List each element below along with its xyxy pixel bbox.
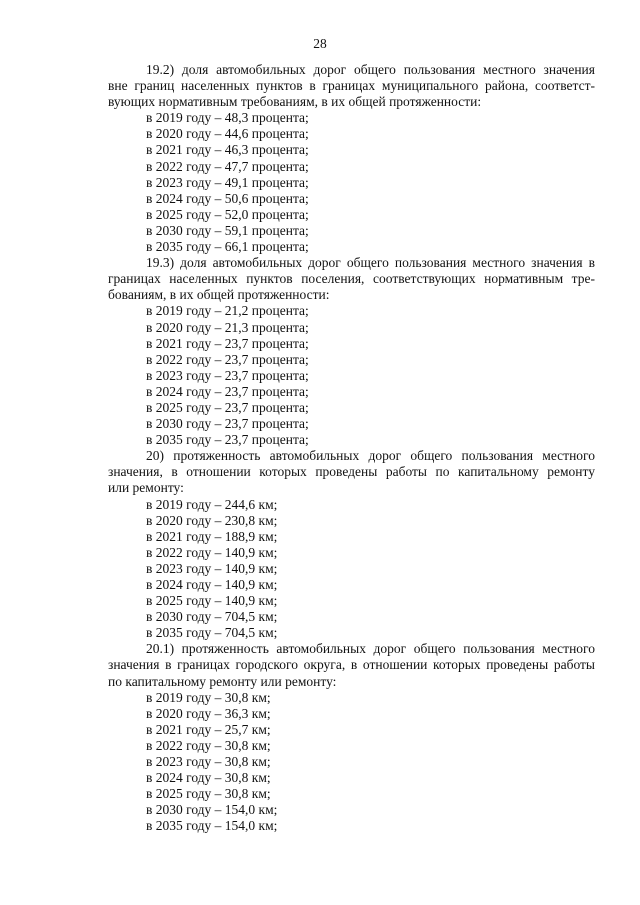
list-item: в 2024 году – 50,6 процента; — [146, 190, 309, 206]
section-3 — [108, 448, 595, 641]
list-item: в 2020 году – 230,8 км; — [146, 512, 278, 528]
section-4 — [108, 641, 595, 834]
list-item: в 2035 году – 23,7 процента; — [146, 432, 309, 448]
list-item: в 2030 году – 23,7 процента; — [146, 416, 309, 432]
list-item: в 2025 году – 52,0 процента; — [146, 206, 309, 222]
list-item: в 2024 году – 23,7 процента; — [146, 383, 309, 399]
paragraph-line: 19.2) доля автомобильных дорог общего пользования местного значения — [146, 62, 595, 77]
section-paragraph — [108, 448, 595, 496]
list-item: в 2023 году – 140,9 км; — [146, 560, 278, 576]
list-item: в 2020 году – 44,6 процента; — [146, 126, 309, 142]
list-item: в 2035 году – 154,0 км; — [146, 818, 278, 834]
paragraph-line: границах населенных пунктов поселения, соответствующих нормативным тре- — [108, 271, 595, 287]
list-item: в 2022 году – 23,7 процента; — [146, 351, 309, 367]
list-item: в 2022 году – 47,7 процента; — [146, 158, 309, 174]
section-paragraph — [108, 255, 595, 303]
list-item: в 2021 году – 46,3 процента; — [146, 142, 309, 158]
list-item: в 2035 году – 66,1 процента; — [146, 239, 309, 255]
list-item: в 2025 году – 23,7 процента; — [146, 399, 309, 415]
list-item: в 2021 году – 25,7 км; — [146, 721, 271, 737]
paragraph-line: или ремонту: — [108, 480, 184, 496]
list-item: в 2024 году – 140,9 км; — [146, 577, 278, 592]
list-item: в 2019 году – 21,2 процента; — [146, 303, 309, 319]
list-item: в 2025 году – 140,9 км; — [146, 593, 278, 609]
paragraph-line: вне границ населенных пунктов в границах муниципального района, соответст- — [108, 78, 595, 94]
list-item: в 2022 году – 140,9 км; — [146, 544, 278, 560]
page-number: 28 — [313, 36, 327, 51]
document-body — [108, 62, 595, 835]
list-item: в 2024 году – 30,8 км; — [146, 770, 271, 786]
list-item: в 2023 году – 30,8 км; — [146, 754, 271, 770]
list-item: в 2020 году – 21,3 процента; — [146, 319, 309, 335]
list-item: в 2025 году – 30,8 км; — [146, 786, 271, 802]
list-item: в 2030 году – 59,1 процента; — [146, 222, 309, 238]
section-2 — [108, 255, 595, 448]
section-paragraph — [108, 641, 595, 689]
paragraph-line: значения в границах городского округа, в отношении которых проведены работы — [108, 657, 595, 673]
list-item: в 2023 году – 23,7 процента; — [146, 367, 309, 383]
list-item: в 2019 году – 244,6 км; — [146, 496, 278, 512]
list-item: в 2021 году – 188,9 км; — [146, 528, 278, 544]
section-1 — [108, 62, 595, 255]
paragraph-line: бованиям, в их общей протяженности: — [108, 287, 330, 303]
list-item: в 2020 году – 36,3 км; — [146, 705, 271, 721]
paragraph-line: 20) протяженность автомобильных дорог общего пользования местного — [146, 448, 595, 464]
section-paragraph — [108, 62, 595, 110]
paragraph-line: вующих нормативным требованиям, в их общей протяженности: — [108, 94, 482, 110]
list-item: в 2023 году – 49,1 процента; — [146, 174, 309, 190]
list-item: в 2019 году – 48,3 процента; — [146, 110, 309, 126]
list-item: в 2030 году – 154,0 км; — [146, 802, 278, 818]
paragraph-line: по капитальному ремонту или ремонту: — [108, 673, 337, 689]
paragraph-line: 19.3) доля автомобильных дорог общего пользования местного значения в — [146, 255, 595, 271]
paragraph-line: значения, в отношении которых проведены работы по капитальному ремонту — [108, 464, 595, 480]
paragraph-line: 20.1) протяженность автомобильных дорог общего пользования местного — [146, 641, 595, 657]
list-item: в 2021 году – 23,7 процента; — [146, 335, 309, 351]
list-item: в 2035 году – 704,5 км; — [146, 625, 278, 641]
list-item: в 2030 году – 704,5 км; — [146, 609, 278, 625]
list-item: в 2022 году – 30,8 км; — [146, 737, 271, 753]
list-item: в 2019 году – 30,8 км; — [146, 689, 271, 705]
